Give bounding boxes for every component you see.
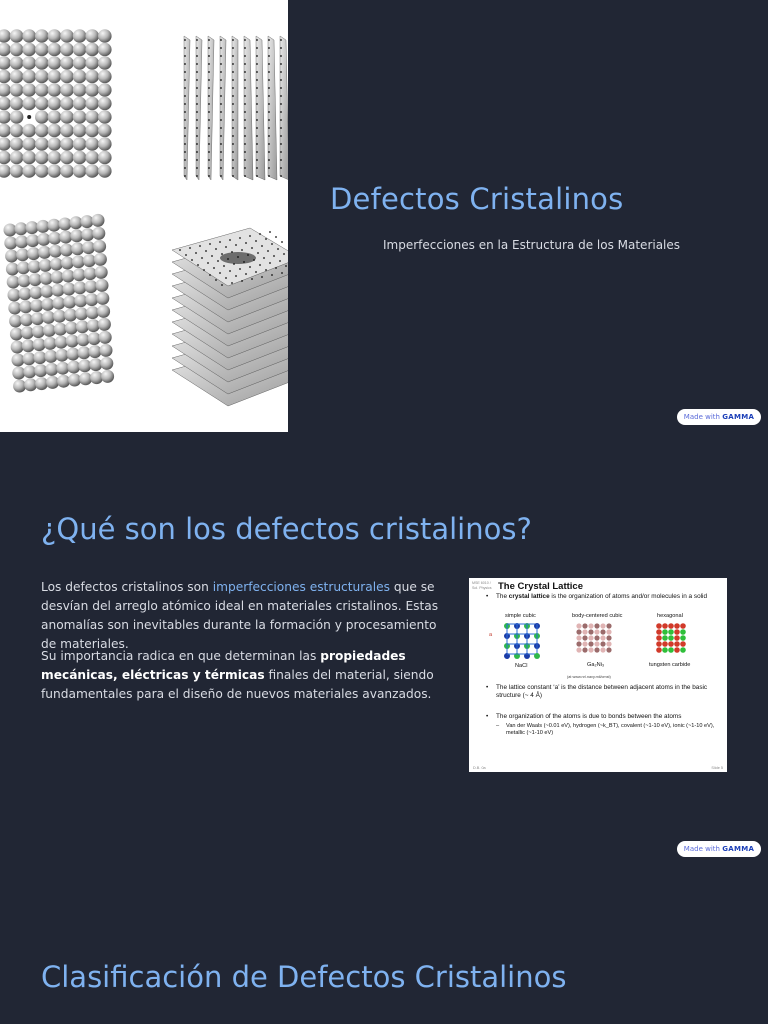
subbullet-text: Van der Waals (~0.01 eV), hydrogen (~k_BT), covalent (~1-10 eV), ionic (~1-10 eV), metallic (~1-10 eV)	[506, 723, 715, 736]
made-with-gamma-badge[interactable]	[677, 409, 761, 425]
sphere-cube-image	[4, 214, 115, 393]
label-ga: Ga₂Ni₃	[587, 662, 605, 668]
lattice-art-svg	[0, 0, 288, 432]
importance-paragraph	[41, 647, 443, 704]
label-a: a	[489, 632, 493, 638]
badge-brand: GAMMA	[722, 413, 755, 421]
card-tag: MSE 6010 / Sol. Physics	[472, 581, 492, 590]
slide-classification	[0, 864, 768, 1024]
label-bcc: body-centered cubic	[572, 613, 623, 619]
bullet1-b: is the organization of atoms and/or molecules in a solid	[549, 593, 708, 600]
page-subtitle: Imperfecciones en la Estructura de los Materiales	[383, 238, 681, 252]
vacancy-lattice-image	[0, 29, 112, 178]
badge-prefix: Made with	[683, 845, 720, 853]
mini-lattice-drawings	[469, 620, 727, 680]
card-bullet-3: • The organization of the atoms is due to bonds between the atoms	[486, 713, 682, 720]
card-bullet-2: • The lattice constant ‘a’ is the distance between adjacent atoms in the basic structure (~ 4 Å)	[486, 684, 708, 699]
bullet3-text: The organization of the atoms is due to bonds between the atoms	[496, 713, 682, 720]
label-hexagonal: hexagonal	[657, 613, 683, 619]
card-subbullet: – Van der Waals (~0.01 eV), hydrogen (~k_BT), covalent (~1-10 eV), ionic (~1-10 eV), metallic (~1-10 eV)	[496, 723, 715, 736]
dislocation-planes-image	[184, 36, 288, 180]
layered-planes-image	[172, 228, 288, 406]
card-bullet-1: • The crystal lattice is the organization of atoms and/or molecules in a solid	[486, 593, 708, 600]
bullet2-text: The lattice constant ‘a’ is the distance between adjacent atoms in the basic structure (~ 4 Å)	[496, 684, 708, 699]
label-simple-cubic: simple cubic	[505, 613, 536, 619]
badge-brand: GAMMA	[722, 845, 755, 853]
para1-text-start: Los defectos cristalinos son	[41, 580, 213, 594]
para1-text-end: que se desvían del arreglo atómico ideal en materiales cristalinos. Estas anomalías son inevitables durante la formación y procesamiento de materiales.	[41, 580, 439, 651]
crystal-lattice-illustration	[0, 0, 288, 432]
para1-highlight: imperfecciones estructurales	[212, 580, 390, 594]
crystal-lattice-slide-image	[469, 578, 727, 772]
para2-text-end: finales del material, siendo fundamentales para el diseño de nuevos materiales avanzados.	[41, 668, 434, 701]
label-tungsten: tungsten carbide	[649, 662, 691, 668]
para2-text-start: Su importancia radica en que determinan las	[41, 649, 321, 663]
image-source: (at www.nrl.navy.mil/cmst)	[567, 675, 611, 679]
page-title: Defectos Cristalinos	[330, 182, 624, 216]
made-with-gamma-badge[interactable]	[677, 841, 761, 857]
slide-title	[0, 0, 768, 432]
para2-bold: propiedades mecánicas, eléctricas y térmicas	[41, 649, 406, 682]
bullet1-a: The	[496, 593, 509, 600]
card-footer-left: D.B. 0a	[473, 766, 486, 770]
slide-what-are-defects	[0, 432, 768, 864]
section-title: ¿Qué son los defectos cristalinos?	[41, 512, 532, 546]
badge-prefix: Made with	[683, 413, 720, 421]
section-title: Clasificación de Defectos Cristalinos	[41, 960, 567, 994]
definition-paragraph	[41, 578, 443, 654]
bullet1-bold: crystal lattice	[508, 593, 550, 600]
card-footer-right: Slide 5	[711, 766, 723, 770]
label-nacl: NaCl	[515, 663, 528, 669]
card-title: The Crystal Lattice	[498, 581, 583, 592]
